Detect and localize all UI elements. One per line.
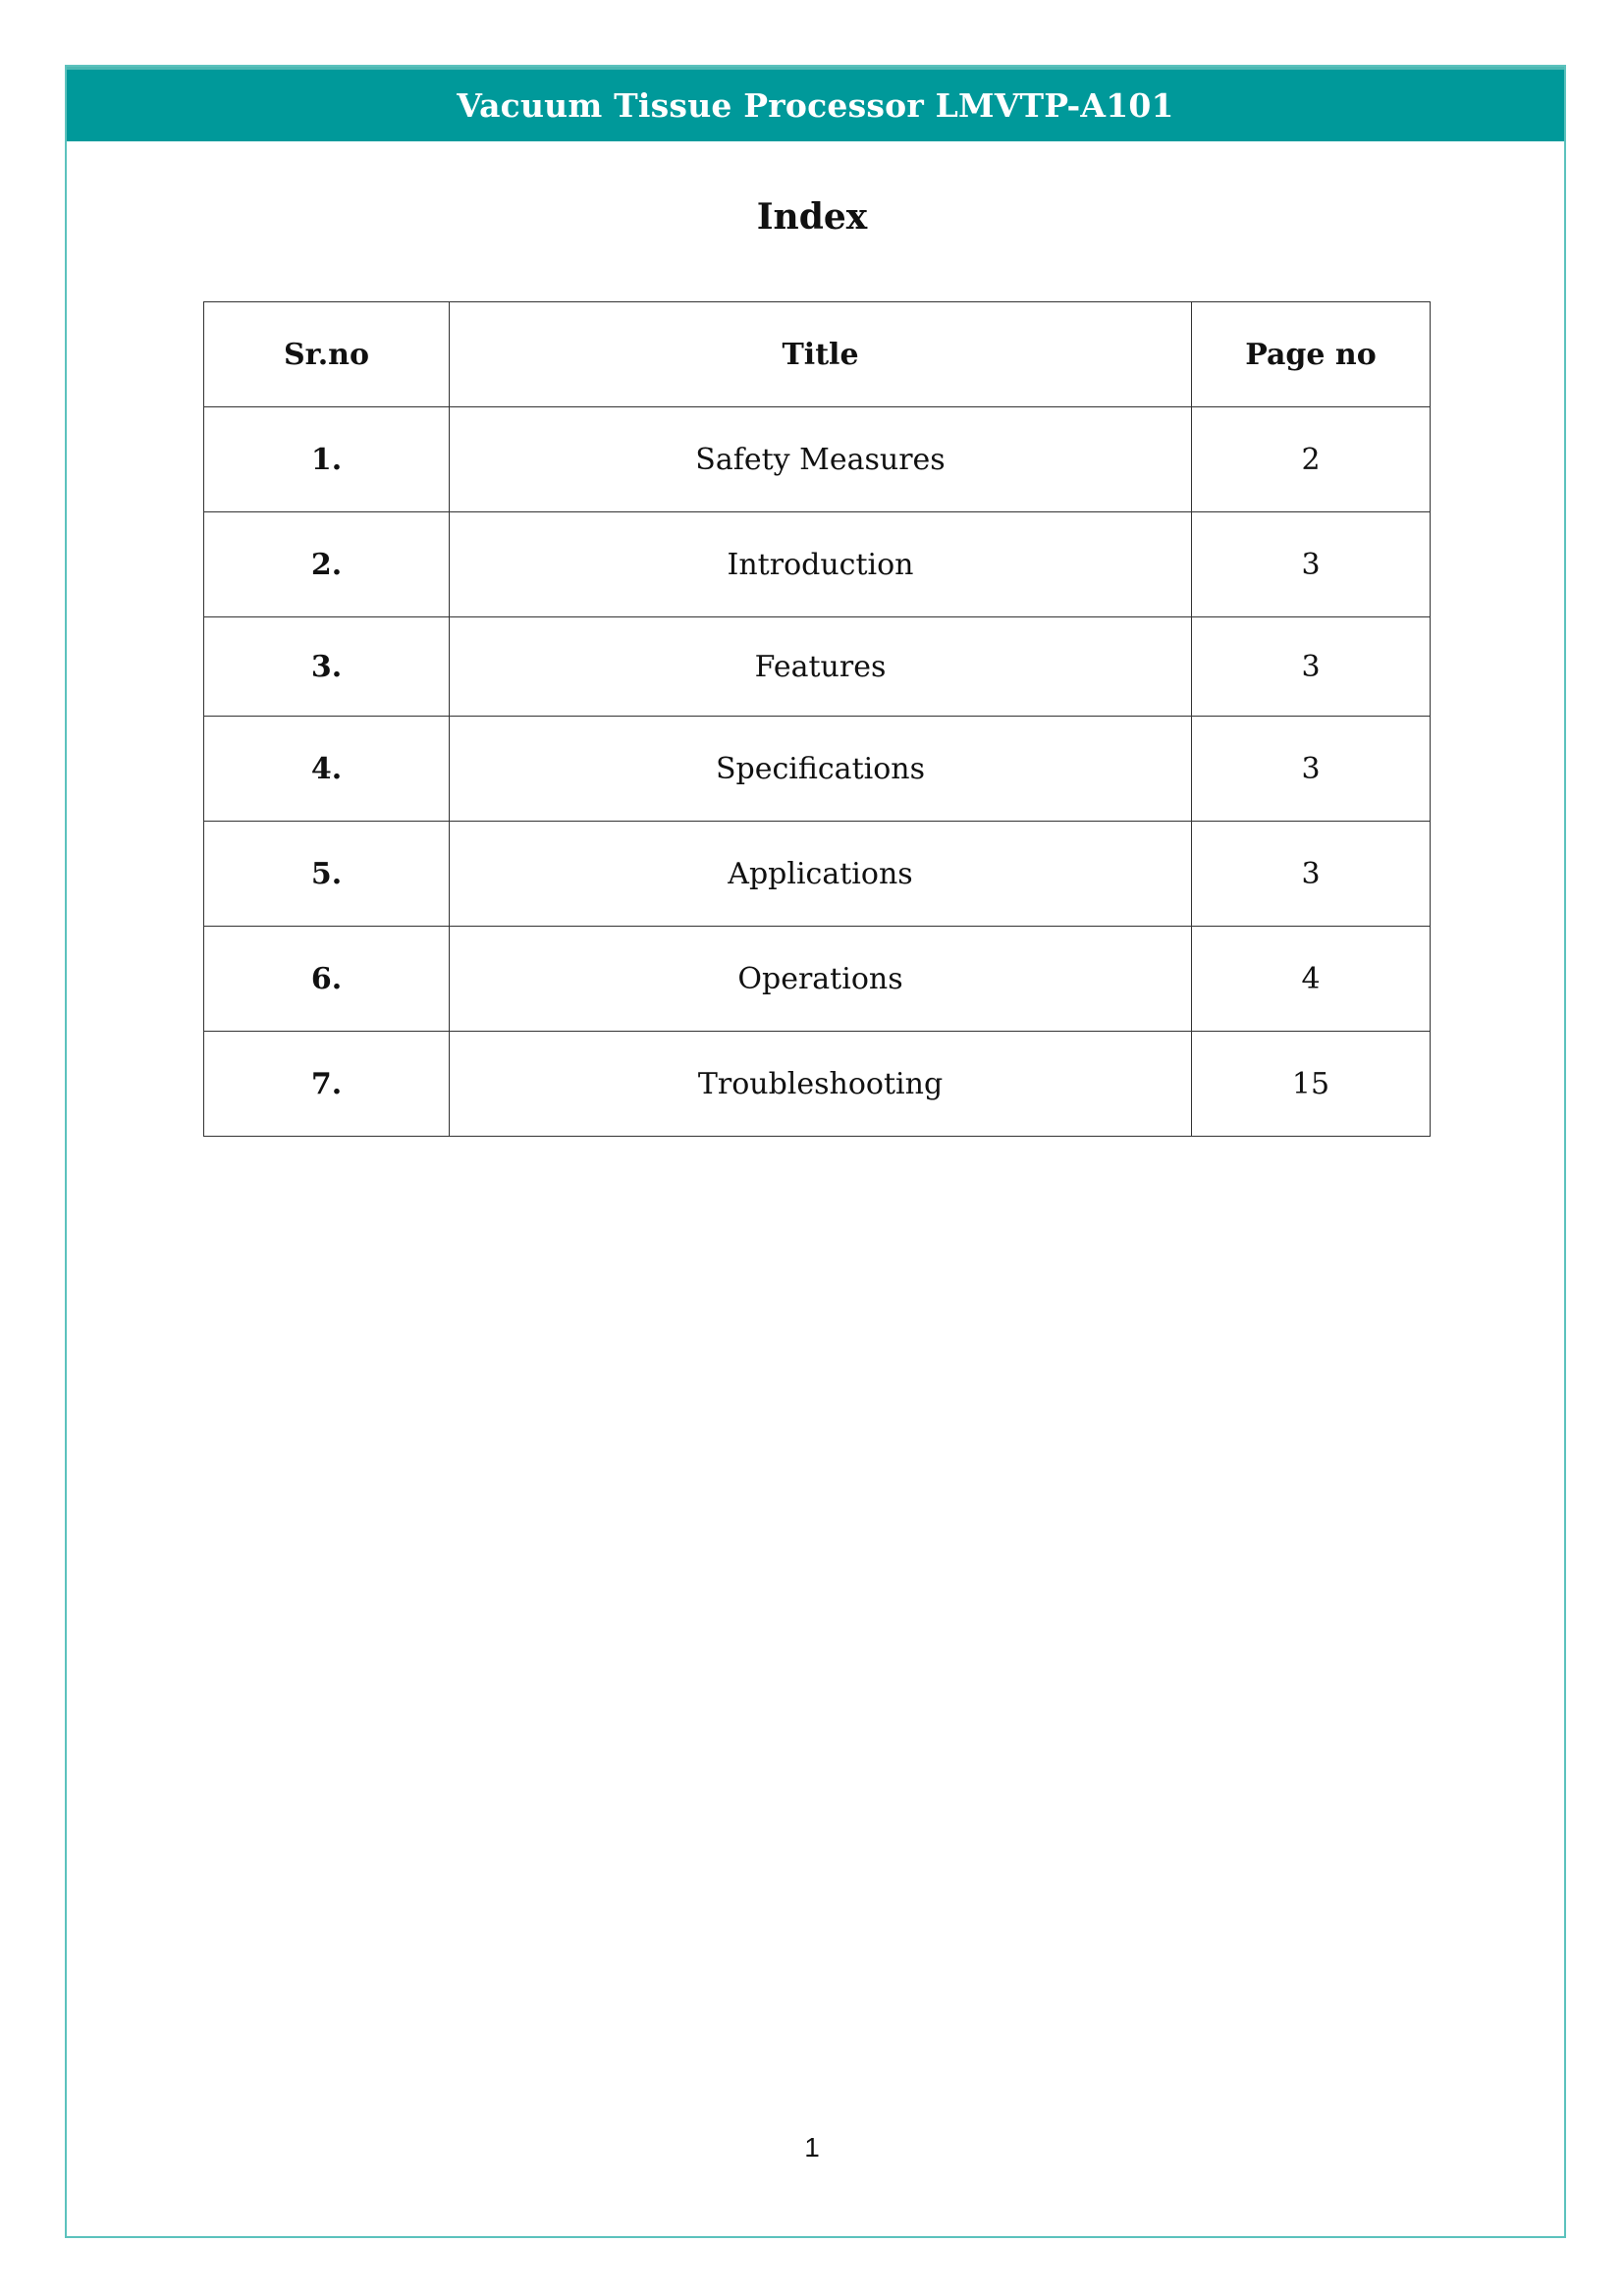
table-header-row [204,302,1431,407]
title-cell: Features [450,617,1192,717]
page-cell: 4 [1192,927,1431,1032]
title-cell: Introduction [450,512,1192,617]
srno-cell: 6. [204,927,450,1032]
table-row [204,407,1431,512]
page-cell: 3 [1192,717,1431,822]
column-header-title: Title [450,302,1192,407]
column-header-page: Page no [1192,302,1431,407]
table-row [204,717,1431,822]
title-cell: Safety Measures [450,407,1192,512]
table-row [204,617,1431,717]
title-cell: Troubleshooting [450,1032,1192,1137]
page-cell: 3 [1192,617,1431,717]
title-cell: Operations [450,927,1192,1032]
index-heading: Index [756,196,868,238]
page-cell: 15 [1192,1032,1431,1137]
srno-cell: 7. [204,1032,450,1137]
srno-cell: 1. [204,407,450,512]
page-cell: 3 [1192,822,1431,927]
page-number: 1 [804,2132,820,2163]
index-table [203,301,1431,1137]
page-cell: 3 [1192,512,1431,617]
table-row [204,1032,1431,1137]
column-header-srno: Sr.no [204,302,450,407]
header-band [67,67,1564,141]
srno-cell: 2. [204,512,450,617]
table-row [204,822,1431,927]
srno-cell: 3. [204,617,450,717]
table-row [204,927,1431,1032]
title-cell: Specifications [450,717,1192,822]
srno-cell: 4. [204,717,450,822]
document-title: Vacuum Tissue Processor LMVTP-A101 [457,86,1174,125]
title-cell: Applications [450,822,1192,927]
table-row [204,512,1431,617]
srno-cell: 5. [204,822,450,927]
page-cell: 2 [1192,407,1431,512]
